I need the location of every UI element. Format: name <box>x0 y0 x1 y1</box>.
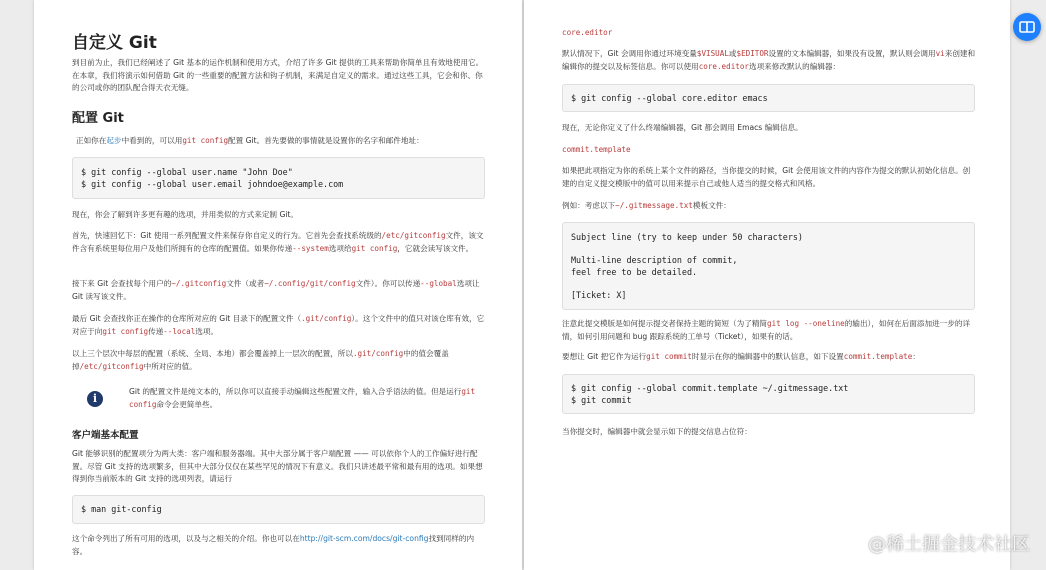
intro-paragraph: 到目前为止，我们已经阐述了 Git 基本的运作机制和使用方式，介绍了许多 Git 提供的工具来帮助你简单且有效地使用它。在本章，我们将演示如何借助 Git 的一些重要的配置方法和钩子机制，来满足自定义的需求。通过这些工具，它会和你、你的公司或你的团队配合得天衣无缝。 <box>72 58 484 92</box>
document-page-right <box>524 0 1010 570</box>
section-title-client-config: 客户端基本配置 <box>72 430 139 441</box>
document-page-left <box>34 0 522 570</box>
s1-paragraph-3: 首先，快速回忆下：Git 使用一系列配置文件来保存你自定义的行为。它首先会查找系统级的/etc/gitconfig文件，该文件含有系统里每位用户及他们所拥有的仓库的配置值。如果你传递--system选项给git config，它就会读写该文件。 <box>72 231 484 253</box>
s1-paragraph-6: 以上三个层次中每层的配置（系统、全局、本地）都会覆盖掉上一层次的配置，所以.git/config中的值会覆盖掉/etc/gitconfig中所对应的值。 <box>72 349 449 371</box>
s1-paragraph-2: 现在，你会了解到许多更有趣的选项，并用类似的方式来定制 Git。 <box>72 210 299 219</box>
s1-paragraph-5: 最后 Git 会查找你正在操作的仓库所对应的 Git 目录下的配置文件（.git/config）。这个文件中的值只对该仓库有效，它对应于向git config传递--local选项。 <box>72 314 485 336</box>
code-block-gitmessage-template[interactable]: Subject line (try to keep under 50 characters) Multi-line description of commit, feel free to be detailed. [Ticket: X] <box>562 222 975 310</box>
s2-paragraph-1: Git 能够识别的配置项分为两大类：客户端和服务器端。其中大部分属于客户端配置 —— 可以依你个人的工作偏好进行配置。尽管 Git 支持的选项繁多，但其中大部分仅仅在某些罕见的情况下有意义。我们只讲述最平常和最有用的选项。如果想得到你当前版本的 Git 支持的选项列表，请运行 <box>72 449 483 483</box>
s2-paragraph-2: 这个命令列出了所有可用的选项，以及与之相关的介绍。你也可以在http://git-scm.com/docs/git-config找到同样的内容。 <box>72 534 475 556</box>
split-view-button[interactable] <box>1013 13 1041 41</box>
code-block-commit-template[interactable]: $ git config --global commit.template ~/.gitmessage.txt $ git commit <box>562 374 975 414</box>
code-block-core-editor[interactable]: $ git config --global core.editor emacs <box>562 84 975 112</box>
link-getting-started[interactable]: 起步 <box>106 136 122 145</box>
heading-core-editor: core.editor <box>562 28 613 37</box>
example-paragraph: 例如：考虑以下~/.gitmessage.txt模板文件： <box>562 201 731 210</box>
chapter-title: 自定义 Git <box>72 33 157 53</box>
emacs-paragraph: 现在，无论你定义了什么终端编辑器，Git 都会调用 Emacs 编辑信息。 <box>562 123 803 132</box>
link-git-scm-docs[interactable]: http://git-scm.com/docs/git-config <box>299 534 429 543</box>
watermark-text: @稀土掘金技术社区 <box>868 534 1030 555</box>
info-icon: i <box>87 391 103 407</box>
template-note-paragraph: 注意此提交模版是如何提示提交者保持主题的简短（为了精简git log --oneline的输出），如何在后面添加进一步的详情，如何引用问题和 bug 跟踪系统的工单号（Ticket），如果有的话。 <box>562 319 971 341</box>
section-title-configure-git: 配置 Git <box>72 111 124 126</box>
heading-commit-template: commit.template <box>562 145 631 154</box>
split-view-icon <box>1019 19 1035 35</box>
editor-paragraph: 默认情况下，Git 会调用你通过环境变量$VISUAL或$EDITOR设置的文本编辑器，如果没有设置，默认则会调用vi来创建和编辑你的提交以及标签信息。你可以使用core.editor选项来修改默认的编辑器： <box>562 49 976 71</box>
code-block-man-git-config[interactable]: $ man git-config <box>72 495 485 524</box>
s1-paragraph-1: 正如你在起步中看到的，可以用git config配置 Git。首先要做的事情就是设置你的名字和邮件地址： <box>76 136 424 145</box>
s1-paragraph-4: 接下来 Git 会查找每个用户的~/.gitconfig文件（或者~/.config/git/config文件）。你可以传递--global选项让 Git 读写该文件。 <box>72 279 480 301</box>
code-block-user-config[interactable]: $ git config --global user.name "John Doe" $ git config --global user.email johndoe@example.com <box>72 157 485 199</box>
usage-paragraph: 要想让 Git 把它作为运行git commit时显示在你的编辑器中的默认信息，如下设置commit.template： <box>562 352 920 361</box>
template-paragraph: 如果把此项指定为你的系统上某个文件的路径，当你提交的时候，Git 会使用该文件的内容作为提交的默认初始化信息。创建的自定义提交模版中的值可以用来提示自己或他人适当的提交格式和风格。 <box>562 166 971 188</box>
last-paragraph: 当你提交时，编辑器中就会显示如下的提交信息占位符： <box>562 427 752 436</box>
note-text: Git 的配置文件是纯文本的，所以你可以直接手动编辑这些配置文件，输入合乎语法的值。但是运行git config命令会更简单些。 <box>129 387 476 409</box>
